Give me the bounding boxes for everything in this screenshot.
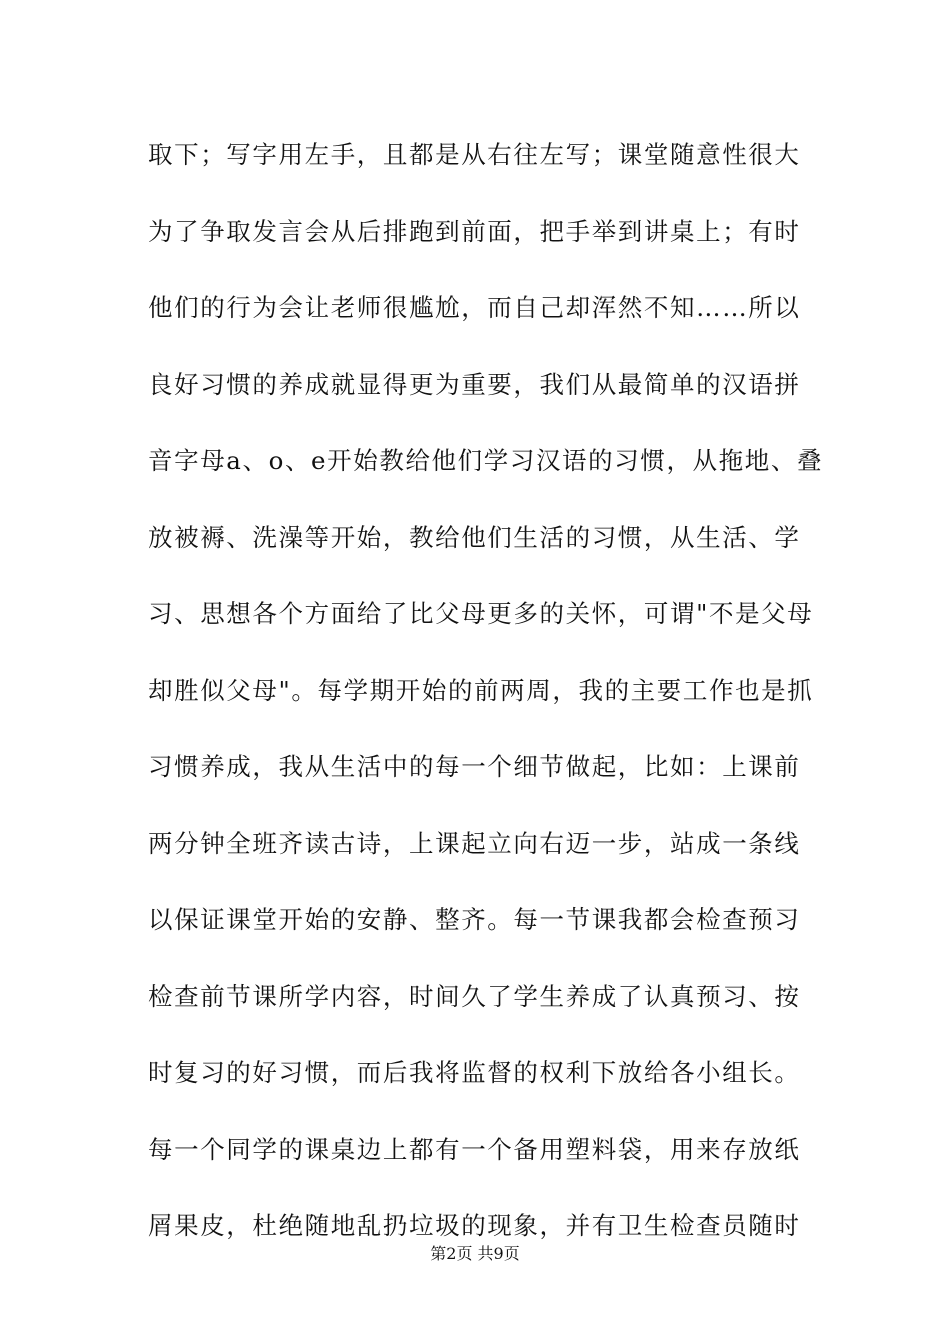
text-line: 习惯养成，我从生活中的每一个细节做起，比如：上课前 (148, 752, 801, 781)
text-line: 两分钟全班齐读古诗，上课起立向右迈一步，站成一条线 (148, 828, 801, 858)
text-line: 却胜似父母"。每学期开始的前两周，我的主要工作也是抓 (148, 675, 814, 705)
text-line: 屑果皮，杜绝随地乱扔垃圾的现象，并有卫生检查员随时 (148, 1211, 801, 1240)
text-line: 每一个同学的课桌边上都有一个备用塑料袋，用来存放纸 (148, 1134, 801, 1164)
text-line: 为了争取发言会从后排跑到前面，把手举到讲桌上；有时 (148, 216, 801, 246)
text-line: 时复习的好习惯，而后我将监督的权利下放给各小组长。 (148, 1058, 801, 1087)
page-number-footer: 第2页 共9页 (430, 1244, 520, 1263)
text-line: 放被褥、洗澡等开始，教给他们生活的习惯，从生活、学 (148, 522, 801, 552)
text-line: 良好习惯的养成就显得更为重要，我们从最简单的汉语拼 (148, 369, 801, 399)
text-line: 以保证课堂开始的安静、整齐。每一节课我都会检查预习 (148, 905, 801, 934)
text-line: 取下；写字用左手，且都是从右往左写；课堂随意性很大 (148, 140, 801, 169)
text-line: 习、思想各个方面给了比父母更多的关怀，可谓"不是父母 (148, 599, 814, 628)
text-line: 检查前节课所学内容，时间久了学生养成了认真预习、按 (148, 981, 801, 1011)
body-text (148, 126, 824, 1274)
text-line: 他们的行为会让老师很尴尬，而自己却浑然不知……所以 (148, 293, 801, 322)
text-line: 音字母a、o、e开始教给他们学习汉语的习惯，从拖地、叠 (148, 446, 824, 475)
